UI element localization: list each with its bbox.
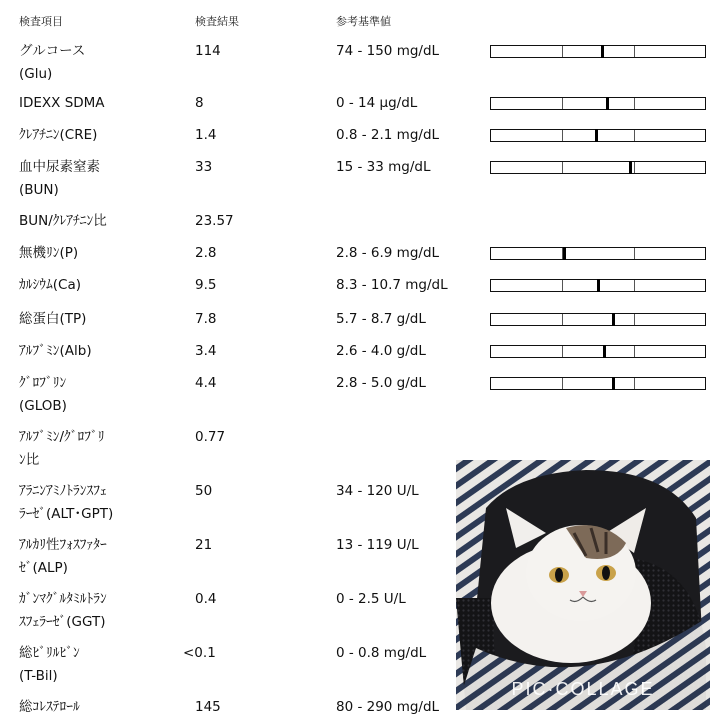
reference-range: 2.8 - 6.9 mg/dL: [336, 245, 440, 261]
test-value: 50: [195, 483, 213, 499]
range-marker: [595, 129, 598, 142]
test-value: 0.4: [195, 591, 217, 607]
test-name: IDEXX SDMA: [19, 95, 105, 111]
reference-range: 0.8 - 2.1 mg/dL: [336, 127, 440, 143]
range-indicator-bar: [490, 45, 706, 58]
range-tick: [634, 280, 635, 291]
range-indicator-bar: [490, 161, 706, 174]
reference-range: 80 - 290 mg/dL: [336, 699, 440, 715]
range-tick: [634, 314, 635, 325]
test-value: 9.5: [195, 277, 217, 293]
range-marker: [612, 377, 615, 390]
reference-range: 15 - 33 mg/dL: [336, 159, 431, 175]
test-value: 114: [195, 43, 221, 59]
range-tick: [634, 248, 635, 259]
range-marker: [629, 161, 632, 174]
range-indicator-bar: [490, 129, 706, 142]
test-name: 総蛋白(TP): [19, 311, 87, 327]
test-value: 4.4: [195, 375, 217, 391]
test-name: ｶﾞﾝﾏｸﾞﾙﾀﾐﾙﾄﾗﾝ ｽﾌｪﾗｰｾﾞ(GGT): [19, 591, 107, 630]
test-name: 総ﾋﾞﾘﾙﾋﾞﾝ (T-Bil): [19, 645, 80, 684]
range-marker: [612, 313, 615, 326]
test-name: 無機ﾘﾝ(P): [19, 245, 79, 261]
range-indicator-bar: [490, 345, 706, 358]
test-name: ｱﾙｶﾘ性ﾌｫｽﾌｧﾀｰ ｾﾞ(ALP): [19, 537, 107, 576]
range-indicator-bar: [490, 97, 706, 110]
header-result: 検査結果: [195, 15, 239, 28]
reference-range: 8.3 - 10.7 mg/dL: [336, 277, 448, 293]
reference-range: 5.7 - 8.7 g/dL: [336, 311, 426, 327]
collage-watermark: PIC·COLLAGE: [511, 679, 655, 699]
test-value: 21: [195, 537, 213, 553]
reference-range: 74 - 150 mg/dL: [336, 43, 440, 59]
test-name: 血中尿素窒素 (BUN): [19, 159, 100, 198]
range-marker: [597, 279, 600, 292]
range-tick: [562, 314, 563, 325]
range-indicator-bar: [490, 313, 706, 326]
test-name: ｱﾙﾌﾞﾐﾝ/ｸﾞﾛﾌﾞﾘ ﾝ比: [19, 429, 105, 468]
test-value: 0.77: [195, 429, 226, 445]
reference-range: 2.8 - 5.0 g/dL: [336, 375, 426, 391]
test-value: 145: [195, 699, 221, 715]
header-reference: 参考基準値: [336, 15, 391, 28]
range-marker: [601, 45, 604, 58]
range-indicator-bar: [490, 377, 706, 390]
range-indicator-bar: [490, 247, 706, 260]
reference-range: 34 - 120 U/L: [336, 483, 419, 499]
range-tick: [634, 162, 635, 173]
test-value: 2.8: [195, 245, 217, 261]
reference-range: 0 - 2.5 U/L: [336, 591, 406, 607]
range-marker: [606, 97, 609, 110]
range-tick: [562, 46, 563, 57]
range-tick: [562, 280, 563, 291]
range-tick: [634, 130, 635, 141]
header-item: 検査項目: [19, 15, 63, 28]
range-tick: [562, 162, 563, 173]
range-tick: [634, 46, 635, 57]
reference-range: 2.6 - 4.0 g/dL: [336, 343, 426, 359]
test-value: 7.8: [195, 311, 217, 327]
test-name: 総ｺﾚｽﾃﾛｰﾙ: [19, 699, 80, 715]
range-marker: [563, 247, 566, 260]
test-name: ｸﾚｱﾁﾆﾝ(CRE): [19, 127, 98, 143]
reference-range: 13 - 119 U/L: [336, 537, 419, 553]
test-value: 8: [195, 95, 204, 111]
test-value: 33: [195, 159, 213, 175]
range-tick: [634, 346, 635, 357]
range-indicator-bar: [490, 279, 706, 292]
cat-photo-image: [456, 448, 710, 710]
range-tick: [634, 98, 635, 109]
test-value: 23.57: [195, 213, 234, 229]
test-name: ｱﾗﾆﾝｱﾐﾉﾄﾗﾝｽﾌｪ ﾗｰｾﾞ(ALT･GPT): [19, 483, 114, 522]
reference-range: 0 - 0.8 mg/dL: [336, 645, 427, 661]
range-tick: [562, 378, 563, 389]
test-name: ｸﾞﾛﾌﾞﾘﾝ (GLOB): [19, 375, 67, 414]
test-value: 3.4: [195, 343, 217, 359]
range-tick: [634, 378, 635, 389]
range-tick: [562, 346, 563, 357]
test-value: <0.1: [183, 645, 216, 661]
range-marker: [603, 345, 606, 358]
test-name: グルコース (Glu): [19, 43, 86, 82]
test-value: 1.4: [195, 127, 217, 143]
range-tick: [562, 98, 563, 109]
range-tick: [562, 130, 563, 141]
test-name: ｶﾙｼｳﾑ(Ca): [19, 277, 81, 293]
cat-photo: [456, 448, 710, 710]
test-name: ｱﾙﾌﾞﾐﾝ(Alb): [19, 343, 92, 359]
reference-range: 0 - 14 µg/dL: [336, 95, 418, 111]
test-name: BUN/ｸﾚｱﾁﾆﾝ比: [19, 213, 107, 229]
